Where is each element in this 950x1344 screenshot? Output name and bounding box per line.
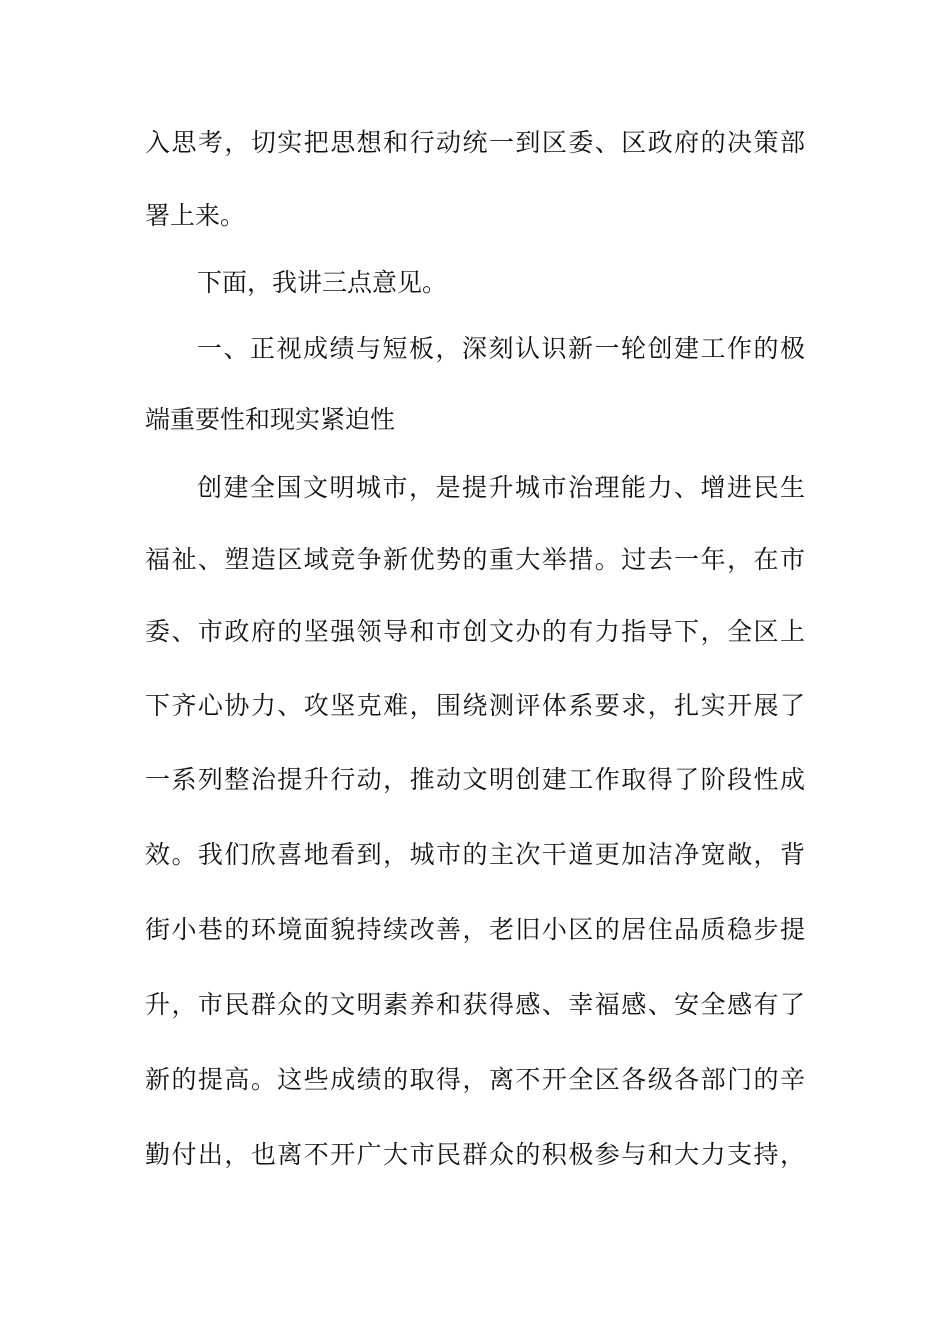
body-text-line: 效。我们欣喜地看到，城市的主次干道更加洁净宽敞，背 bbox=[145, 840, 805, 869]
body-text-line: 入思考，切实把思想和行动统一到区委、区政府的决策部 bbox=[145, 128, 805, 157]
body-text-line: 福祉、塑造区域竞争新优势的重大举措。过去一年，在市 bbox=[145, 545, 805, 574]
body-text-line: 创建全国文明城市，是提升城市治理能力、增进民生 bbox=[197, 473, 805, 502]
body-text-line: 街小巷的环境面貌持续改善，老旧小区的居住品质稳步提 bbox=[145, 915, 805, 944]
body-text-line: 新的提高。这些成绩的取得，离不开全区各级各部门的辛 bbox=[145, 1065, 805, 1094]
body-text-line: 委、市政府的坚强领导和市创文办的有力指导下，全区上 bbox=[145, 617, 805, 646]
body-text-line: 下齐心协力、攻坚克难，围绕测评体系要求，扎实开展了 bbox=[145, 691, 805, 720]
section-heading: 一、正视成绩与短板，深刻认识新一轮创建工作的极 bbox=[197, 334, 805, 363]
body-text-line: 勤付出，也离不开广大市民群众的积极参与和大力支持， bbox=[145, 1140, 805, 1169]
section-heading: 端重要性和现实紧迫性 bbox=[145, 405, 396, 434]
body-text-line: 下面，我讲三点意见。 bbox=[197, 268, 448, 297]
body-text-line: 升，市民群众的文明素养和获得感、幸福感、安全感有了 bbox=[145, 990, 805, 1019]
body-text-line: 署上来。 bbox=[145, 201, 246, 230]
body-text-line: 一系列整治提升行动，推动文明创建工作取得了阶段性成 bbox=[145, 765, 805, 794]
